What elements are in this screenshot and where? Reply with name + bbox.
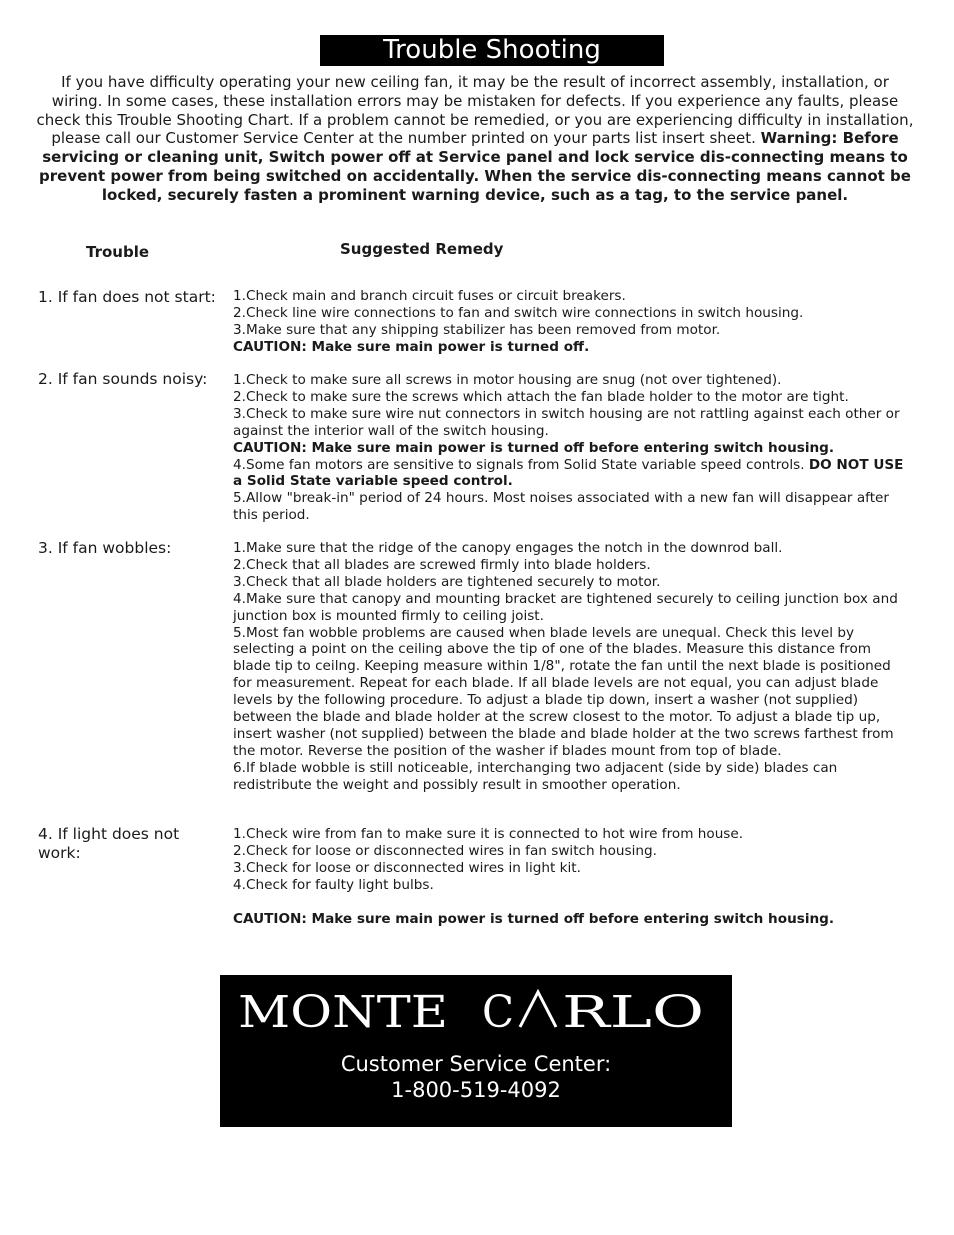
- remedy-light-not-work: [233, 826, 913, 928]
- caution-text: CAUTION: Make sure main power is turned off before entering switch housing.: [233, 439, 835, 456]
- service-center-label: Customer Service Center:: [340, 1052, 612, 1076]
- remedy-fan-not-start: [233, 288, 913, 356]
- caution-text: CAUTION: Make sure main power is turned off before entering switch housing.: [233, 910, 835, 927]
- customer-service-box: [220, 975, 732, 1127]
- remedy-fan-wobbles: [233, 540, 913, 794]
- trouble-label-fan-not-start: 1. If fan does not start:: [38, 288, 216, 306]
- intro-paragraph: [34, 73, 916, 205]
- remedy-item: 4.Check for faulty light bulbs.: [233, 876, 434, 893]
- remedy-item: 3.Check for loose or disconnected wires in light kit.: [233, 859, 581, 876]
- trouble-label-fan-wobbles: 3. If fan wobbles:: [38, 539, 172, 557]
- remedy-item-4-text: 4.Some fan motors are sensitive to signals from Solid State variable speed controls.: [233, 456, 809, 473]
- remedy-item-4-warning: DO NOT USE a Solid State variable speed control.: [233, 456, 904, 490]
- remedy-item: 1.Check to make sure all screws in motor housing are snug (not over tightened).: [233, 372, 782, 388]
- remedy-item: 3.Make sure that any shipping stabilizer has been removed from motor.: [233, 321, 721, 338]
- remedy-item: 4.Make sure that canopy and mounting bracket are tightened securely to ceiling junction box and junction box is mounted firmly to ceiling joist.: [233, 590, 898, 624]
- remedy-item: 1.Check main and branch circuit fuses or circuit breakers.: [233, 288, 626, 304]
- monte-carlo-logo: [220, 983, 732, 1031]
- remedy-item: 3.Check that all blade holders are tightened securely to motor.: [233, 573, 661, 590]
- svg-text:C: C: [482, 987, 514, 1031]
- caution-text: CAUTION: Make sure main power is turned off.: [233, 338, 590, 355]
- intro-text: If you have difficulty operating your new ceiling fan, it may be the result of incorrect assembly, installation, or wiring. In some cases, these installation errors may be mistaken for defects. If you experience any faults, please check this Trouble Shooting Chart. If a problem cannot be remedied, or you are experiencing difficulty in installation, please call our Customer Service Center at the number printed on your parts list insert sheet.: [36, 73, 914, 148]
- remedy-item: 5.Most fan wobble problems are caused when blade levels are unequal. Check this level by selecting a point on the ceiling above the tip of one of the blades. Measure this distance from blade tip to ceilng. Keeping measure within 1/8", rotate the fan until the next blade is positioned for measurement. Repeat for each blade. If all blade levels are not equal, you can adjust blade levels by the following procedure. To adjust a blade tip down, insert a washer (not supplied) between the blade and blade holder at the screw closest to the motor. To adjust a blade tip up, insert washer (not supplied) between the blade and blade holder at the two screws farthest from the motor. Reverse the position of the washer if blades mount from top of blade.: [233, 624, 894, 759]
- remedy-item: 2.Check line wire connections to fan and switch wire connections in switch housing.: [233, 304, 804, 321]
- remedy-item: 1.Make sure that the ridge of the canopy engages the notch in the downrod ball.: [233, 540, 783, 556]
- page-title: Trouble Shooting: [320, 35, 664, 66]
- warning-text: Warning: Before servicing or cleaning unit, Switch power off at Service panel and lock service dis-connecting means to prevent power from being switched on accidentally. When the service dis-connecting means cannot be locked, securely fasten a prominent warning device, such as a tag, to the service panel.: [39, 129, 911, 204]
- trouble-column-header: Trouble: [86, 243, 150, 261]
- remedy-item: 2.Check for loose or disconnected wires in fan switch housing.: [233, 842, 657, 859]
- service-phone-number: 1-800-519-4092: [391, 1078, 561, 1102]
- svg-text:MONTE: MONTE: [238, 987, 448, 1031]
- remedy-column-header: Suggested Remedy: [340, 240, 504, 258]
- trouble-label-fan-noisy: 2. If fan sounds noisy:: [38, 370, 208, 388]
- remedy-item: 1.Check wire from fan to make sure it is connected to hot wire from house.: [233, 826, 744, 842]
- remedy-item: 5.Allow "break-in" period of 24 hours. Most noises associated with a new fan will disappear after this period.: [233, 490, 889, 524]
- spacer: [233, 894, 913, 911]
- remedy-item: 3.Check to make sure wire nut connectors in switch housing are not rattling against each other or against the interior wall of the switch housing.: [233, 405, 900, 439]
- remedy-item: [233, 457, 913, 491]
- remedy-fan-noisy: [233, 372, 913, 524]
- svg-text:RLO: RLO: [562, 987, 704, 1031]
- remedy-item: 6.If blade wobble is still noticeable, interchanging two adjacent (side by side) blades can redistribute the weight and possibly result in smoother operation.: [233, 759, 838, 793]
- remedy-item: 2.Check to make sure the screws which attach the fan blade holder to the motor are tight.: [233, 388, 849, 405]
- remedy-item: 2.Check that all blades are screwed firmly into blade holders.: [233, 556, 651, 573]
- trouble-label-light-not-work: 4. If light does not work:: [38, 825, 180, 862]
